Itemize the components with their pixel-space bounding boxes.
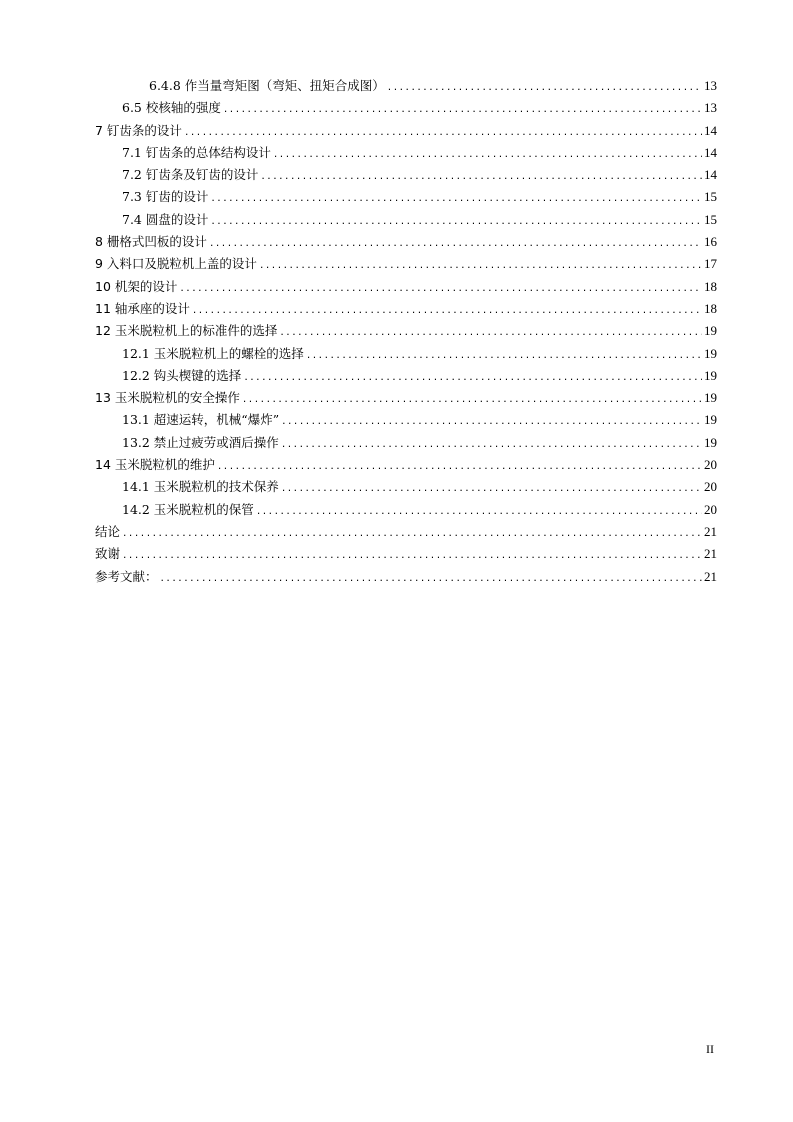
toc-entry-label: 7.3 钉齿的设计 <box>122 189 209 205</box>
toc-entry-label: 参考文献： <box>95 568 158 584</box>
toc-entry-page: 19 <box>704 323 717 339</box>
toc-dot-leader <box>210 188 702 210</box>
toc-entry-page: 14 <box>704 167 717 183</box>
toc-entry[interactable] <box>95 499 717 521</box>
toc-dot-leader <box>279 322 702 344</box>
toc-entry[interactable] <box>95 409 717 431</box>
toc-dot-leader <box>223 99 702 121</box>
toc-entry-label: 12.1 玉米脱粒机上的螺栓的选择 <box>122 345 304 361</box>
toc-dot-leader <box>243 367 702 389</box>
toc-entry-label: 10 机架的设计 <box>95 278 178 294</box>
toc-entry[interactable] <box>95 298 717 320</box>
toc-entry[interactable] <box>95 365 717 387</box>
table-of-contents <box>95 75 717 588</box>
toc-entry-label: 14.2 玉米脱粒机的保管 <box>122 501 254 517</box>
toc-dot-leader <box>281 478 702 500</box>
toc-entry-label: 13.2 禁止过疲劳或酒后操作 <box>122 434 279 450</box>
toc-entry-page: 21 <box>704 568 717 584</box>
toc-entry-label: 14 玉米脱粒机的维护 <box>95 457 215 473</box>
toc-entry-label: 7.2 钉齿条及钉齿的设计 <box>122 167 259 183</box>
toc-entry-page: 14 <box>704 122 717 138</box>
toc-dot-leader <box>192 300 702 322</box>
toc-entry-label: 致谢 <box>95 546 121 562</box>
toc-entry-page: 15 <box>704 211 717 227</box>
toc-dot-leader <box>242 389 702 411</box>
toc-entry-label: 6.5 校核轴的强度 <box>122 100 221 116</box>
toc-entry[interactable] <box>95 164 717 186</box>
toc-entry[interactable] <box>95 209 717 231</box>
toc-entry[interactable] <box>95 521 717 543</box>
toc-dot-leader <box>160 568 702 590</box>
toc-dot-leader <box>209 233 702 255</box>
toc-entry[interactable] <box>95 120 717 142</box>
toc-entry-page: 21 <box>704 546 717 562</box>
toc-entry[interactable] <box>95 566 717 588</box>
toc-entry[interactable] <box>95 454 717 476</box>
toc-entry-label: 13.1 超速运转，机械“爆炸” <box>122 412 280 428</box>
toc-entry-label: 9 入料口及脱粒机上盖的设计 <box>95 256 257 272</box>
toc-entry[interactable] <box>95 476 717 498</box>
toc-dot-leader <box>260 166 702 188</box>
toc-entry[interactable] <box>95 186 717 208</box>
toc-entry[interactable] <box>95 97 717 119</box>
toc-entry[interactable] <box>95 231 717 253</box>
toc-dot-leader <box>259 255 702 277</box>
toc-dot-leader <box>387 77 702 99</box>
toc-entry-page: 19 <box>704 412 717 428</box>
toc-entry-label: 7 钉齿条的设计 <box>95 122 182 138</box>
toc-entry-label: 6.4.8 作当量弯矩图（弯矩、扭矩合成图） <box>149 78 385 93</box>
toc-entry-page: 19 <box>704 434 717 450</box>
toc-dot-leader <box>122 545 702 567</box>
toc-entry-page: 13 <box>704 100 717 116</box>
toc-entry-label: 7.1 钉齿条的总体结构设计 <box>122 144 271 160</box>
toc-entry-page: 20 <box>704 479 717 495</box>
toc-entry[interactable] <box>95 343 717 365</box>
page-number: II <box>706 1042 714 1056</box>
toc-dot-leader <box>184 122 702 144</box>
toc-entry-label: 13 玉米脱粒机的安全操作 <box>95 390 240 406</box>
toc-dot-leader <box>256 501 702 523</box>
toc-entry-page: 19 <box>704 367 717 383</box>
toc-entry-label: 14.1 玉米脱粒机的技术保养 <box>122 479 279 495</box>
toc-entry-page: 17 <box>704 256 717 272</box>
toc-entry-label: 11 轴承座的设计 <box>95 300 190 316</box>
toc-entry-page: 18 <box>704 278 717 294</box>
toc-dot-leader <box>306 345 702 367</box>
toc-dot-leader <box>217 456 702 478</box>
toc-entry-page: 14 <box>704 144 717 160</box>
toc-entry[interactable] <box>95 253 717 275</box>
toc-dot-leader <box>273 144 702 166</box>
toc-entry-label: 8 栅格式凹板的设计 <box>95 234 207 250</box>
toc-entry-label: 结论 <box>95 523 121 539</box>
toc-entry-page: 20 <box>704 457 717 473</box>
toc-dot-leader <box>179 278 702 300</box>
toc-entry[interactable] <box>95 142 717 164</box>
toc-entry-page: 19 <box>704 345 717 361</box>
toc-entry-label: 7.4 圆盘的设计 <box>122 211 209 227</box>
toc-entry-page: 13 <box>704 78 717 93</box>
toc-entry-label: 12 玉米脱粒机上的标准件的选择 <box>95 323 278 339</box>
toc-entry[interactable] <box>95 75 717 97</box>
toc-entry-page: 19 <box>704 390 717 406</box>
toc-entry-label: 12.2 钩头楔键的选择 <box>122 367 242 383</box>
toc-entry[interactable] <box>95 387 717 409</box>
toc-entry[interactable] <box>95 320 717 342</box>
toc-entry-page: 15 <box>704 189 717 205</box>
toc-entry[interactable] <box>95 543 717 565</box>
toc-entry-page: 16 <box>704 234 717 250</box>
toc-dot-leader <box>210 211 702 233</box>
toc-dot-leader <box>122 523 702 545</box>
toc-entry[interactable] <box>95 276 717 298</box>
toc-entry-page: 18 <box>704 300 717 316</box>
toc-entry[interactable] <box>95 432 717 454</box>
toc-dot-leader <box>281 411 702 433</box>
toc-entry-page: 21 <box>704 523 717 539</box>
toc-dot-leader <box>281 434 702 456</box>
toc-entry-page: 20 <box>704 501 717 517</box>
